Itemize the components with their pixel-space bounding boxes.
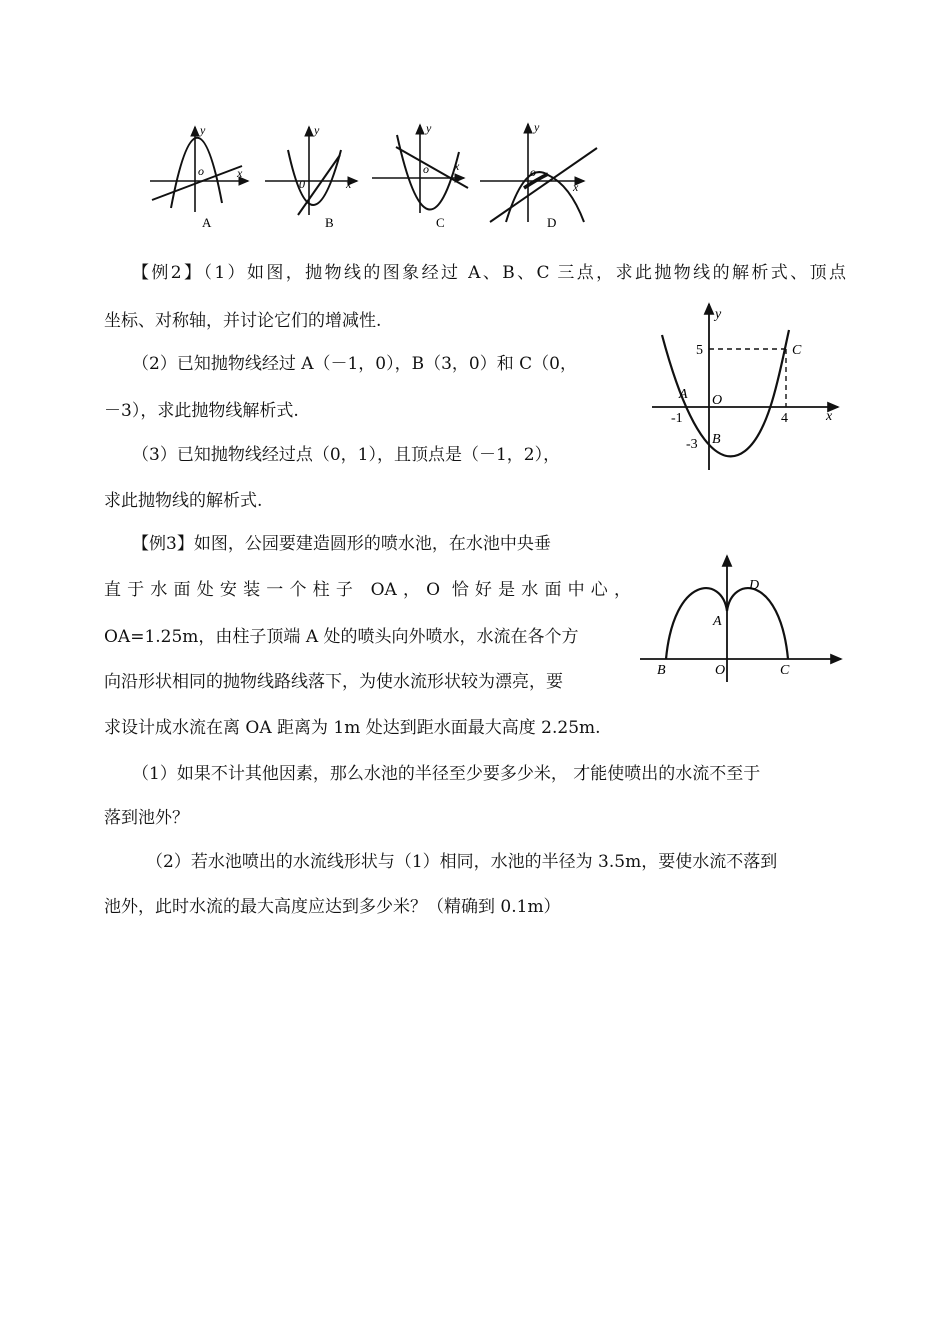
example3-q1-line2: 落到池外？	[104, 808, 189, 828]
ex3-point-a-label: A	[713, 614, 722, 629]
graph-d-x-label: x	[573, 180, 579, 194]
example3-line1	[132, 532, 551, 556]
graph-c-x-label: x	[454, 159, 460, 173]
ex3-right-water-arc	[727, 588, 788, 659]
example3-tag: 【例3】	[132, 534, 194, 554]
ex2-y-label: y	[715, 307, 722, 322]
example3-line1-text: 如图，公园要建造圆形的喷水池，在水池中央垂	[193, 534, 551, 554]
example3-q1-line1: （1）如果不计其他因素，那么水池的半径至少要多少米， 才能使喷出的水流不至于	[132, 764, 761, 784]
example2-tag: 【例2】	[132, 263, 204, 283]
ex2-minus1-label: -1	[671, 411, 683, 426]
graph-a-origin-label: o	[198, 164, 204, 178]
graph-d	[480, 124, 597, 222]
graph-d-caption: D	[547, 215, 557, 230]
graph-a-x-label: x	[237, 166, 243, 180]
graph-d-origin-label: o	[530, 165, 536, 179]
example2-line2: 坐标、对称轴，并讨论它们的增减性.	[104, 311, 382, 331]
graph-c-caption: C	[436, 215, 445, 230]
graph-c-y-label: y	[426, 121, 432, 135]
example2-line4: －3），求此抛物线解析式.	[104, 401, 299, 421]
example2-line5: （3）已知抛物线经过点（0，1），且顶点是（－1，2），	[132, 445, 561, 465]
graph-c-origin-label: o	[423, 162, 429, 176]
ex2-minus3-label: -3	[686, 437, 698, 452]
ex2-point-a-label: A	[679, 387, 688, 402]
graph-b	[265, 127, 357, 215]
example2-line3: （2）已知抛物线经过 A（－1，0），B（3，0）和 C（0，	[132, 354, 577, 374]
ex3-point-d-label: D	[749, 578, 760, 593]
top-graphs-figure	[0, 0, 950, 240]
graph-b-x-label: x	[346, 177, 352, 191]
ex2-point-c-label: C	[792, 343, 802, 358]
ex2-origin-label: O	[712, 393, 723, 408]
graph-b-caption: B	[325, 215, 334, 230]
graph-a-y-label: y	[200, 123, 206, 137]
example3-line5: 求设计成水流在离 OA 距离为 1m 处达到距水面最大高度 2.25m.	[104, 718, 601, 738]
example2-line6: 求此抛物线的解析式.	[104, 491, 263, 511]
ex2-x-label: x	[826, 409, 833, 424]
ex2-four-label: 4	[781, 411, 788, 426]
ex3-origin-label: O	[715, 663, 726, 678]
ex3-point-b-label: B	[657, 663, 666, 678]
example3-line3: OA=1.25m，由柱子顶端 A 处的喷头向外喷水，水流在各个方	[104, 627, 579, 647]
example2-parabola-figure	[645, 300, 845, 475]
graph-d-y-label: y	[534, 120, 540, 134]
example2-line1-text: （1）如图，抛物线的图象经过 A、B、C 三点，求此抛物线的解析式、顶点	[203, 263, 846, 283]
graph-a-caption: A	[202, 215, 212, 230]
ex2-five-label: 5	[696, 343, 703, 358]
example3-fountain-figure	[635, 552, 845, 682]
example3-line4: 向沿形状相同的抛物线路线落下，为使水流形状较为漂亮，要	[104, 672, 563, 692]
ex2-point-b-label: B	[712, 432, 721, 447]
example3-q2-line2: 池外，此时水流的最大高度应达到多少米？（精确到 0.1m）	[104, 897, 561, 917]
graph-b-y-label: y	[314, 123, 320, 137]
graph-b-origin-label: 0	[299, 177, 305, 191]
example2-line1	[132, 261, 846, 285]
ex3-point-c-label: C	[780, 663, 790, 678]
example3-line2: 直于水面处安装一个柱子 OA，O 恰好是水面中心，	[104, 580, 631, 600]
example3-q2-line1: （2）若水池喷出的水流线形状与（1）相同，水池的半径为 3.5m，要使水流不落到	[146, 852, 778, 872]
